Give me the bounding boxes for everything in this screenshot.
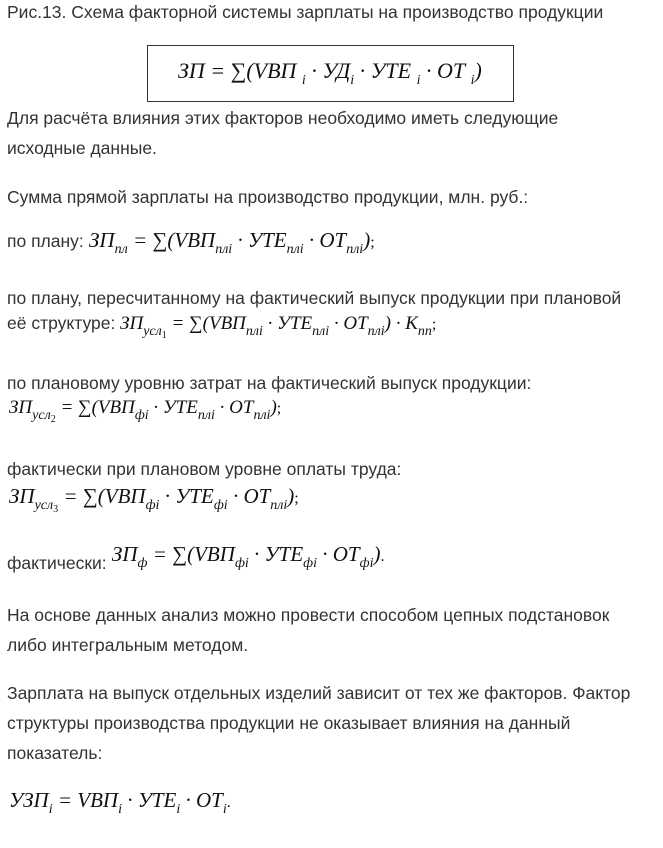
formula-main: ЗП = ∑(VВП $_i \cdot УД_i$ · УТЕ $_i$ · ОТ $_i$) [178,58,482,88]
formula-usl1: её структуре: $ЗП_{усл_1} = \sum(VВП_{плi} \cdot УТЕ_{плi} \cdot ОТ_{плi}) \cdot К_{пп}$; [7,313,437,341]
paragraph-text: по плану, пересчитанному на фактический выпуск продукции при плановой [7,288,622,308]
formula-box [147,45,514,102]
paragraph-text: Сумма прямой зарплаты на производство продукции, млн. руб.: [7,187,529,207]
paragraph-text: Зарплата на выпуск отдельных изделий зависит от тех же факторов. Фактор [7,683,631,703]
formula-last: $УЗП_i = VВП_i \cdot УТЕ_i \cdot ОТ_i$. [9,788,231,817]
formula-usl2: $ЗП_{усл_2} = \sum(VВП_{фi} \cdot УТЕ_{плi} \cdot ОТ_{плi})$; [9,397,282,425]
paragraph-text: либо интегральным методом. [7,635,249,655]
formula-usl3: $ЗП_{усл_3} = \sum(VВП_{фi} \cdot УТЕ_{фi} \cdot ОТ_{плi})$; [9,484,299,515]
formula-plan: по плану: $ЗП_{пл} = \sum(VВП_{плi} \cdot УТЕ_{плi} \cdot ОТ_{плi})$; [7,228,375,257]
paragraph-text: по плановому уровню затрат на фактический выпуск продукции: [7,373,532,393]
formula-fact: фактически: $ЗП_ф = \sum(VВП_{фi} \cdot УТЕ_{фi} \cdot ОТ_{фi})$. [7,542,385,573]
figure-caption: Рис.13. Схема факторной системы зарплаты на производство продукции [7,2,604,22]
paragraph-text: показатель: [7,743,103,763]
paragraph-text: структуры производства продукции не оказывает влияния на данный [7,713,571,733]
paragraph-text: фактически при плановом уровне оплаты труда: [7,459,402,479]
paragraph-text: исходные данные. [7,138,157,158]
paragraph-text: Для расчёта влияния этих факторов необходимо иметь следующие [7,108,559,128]
paragraph-text: На основе данных анализ можно провести способом цепных подстановок [7,605,610,625]
